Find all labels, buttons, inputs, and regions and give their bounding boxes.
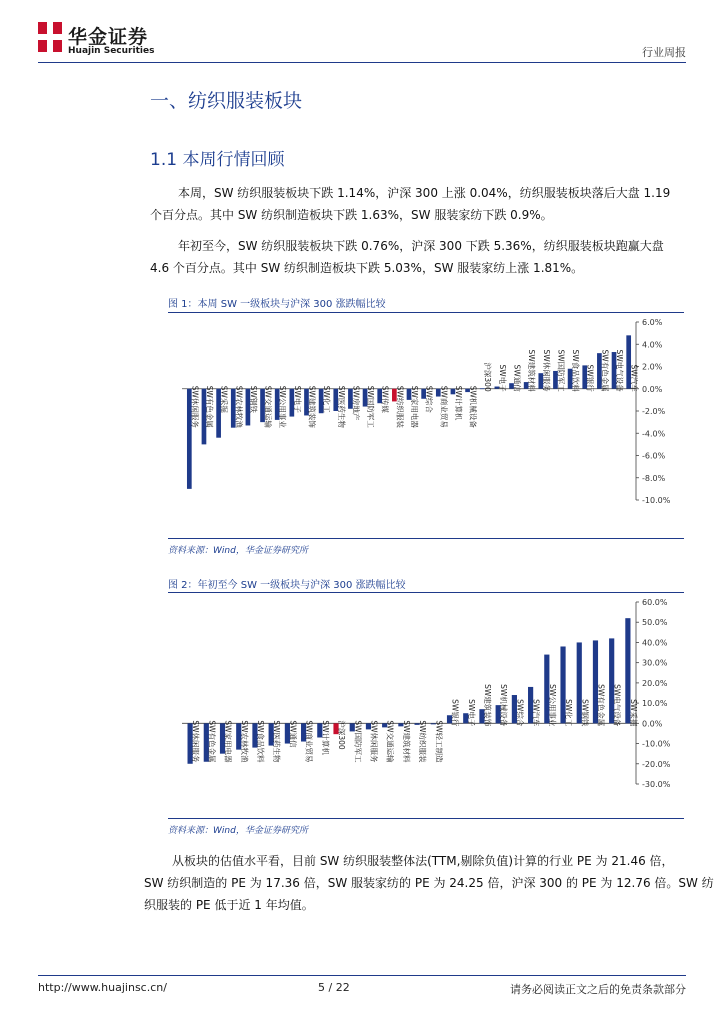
company-logo bbox=[38, 22, 168, 58]
paragraph-3-line-1: 从板块的估值水平看，目前 SW 纺织服装整体法(TTM,剔除负值)计算的行业 PE 为 21.46 倍， bbox=[172, 854, 674, 868]
paragraph-1-line-1: 本周，SW 纺织服装板块下跌 1.14%，沪深 300 上涨 0.04%，纺织服装板块落后大盘 1.19 bbox=[178, 186, 671, 200]
footer-url-link[interactable]: http://www.huajinsc.cn/ bbox=[38, 981, 167, 994]
category-label: SW电气设备 bbox=[615, 349, 625, 392]
huajin-logo-icon bbox=[38, 22, 62, 52]
paragraph-2-line-1: 年初至今，SW 纺织服装板块下跌 0.76%，沪深 300 下跌 5.36%，纺织服装板块跑赢大盘 bbox=[178, 239, 664, 253]
y-tick-label: 50.0% bbox=[642, 618, 668, 628]
category-label: SW公用事业 bbox=[547, 684, 557, 727]
category-label: SW电子 bbox=[497, 364, 507, 392]
y-tick-label: 4.0% bbox=[642, 340, 663, 350]
figure-2-bar-chart bbox=[168, 594, 684, 814]
category-label: SW化工 bbox=[322, 385, 332, 413]
category-label: SW商业贸易 bbox=[304, 720, 314, 763]
figure-1-top-rule bbox=[168, 312, 684, 313]
subsection-heading: 1.1 本周行情回顾 bbox=[150, 150, 285, 170]
category-label: SW电气设备 bbox=[612, 684, 622, 727]
y-tick-label: -8.0% bbox=[642, 473, 666, 483]
y-tick-label: -10.0% bbox=[642, 496, 671, 505]
y-tick-label: 0.0% bbox=[642, 384, 663, 394]
category-label: SW有色金属 bbox=[600, 349, 610, 392]
category-label: SW建筑材料 bbox=[527, 349, 537, 392]
logo-chinese-name: 华金证券 bbox=[68, 26, 149, 48]
category-label: SW汽车 bbox=[629, 364, 639, 392]
y-tick-label: 30.0% bbox=[642, 658, 668, 668]
category-label: SW国防军工 bbox=[556, 349, 566, 392]
category-label: SW钢铁 bbox=[580, 699, 590, 727]
category-label: SW纺织服装 bbox=[395, 385, 405, 428]
category-label: SW轻工制造 bbox=[434, 720, 444, 763]
paragraph-3-line-2: SW 纺织制造的 PE 为 17.36 倍，SW 服装家纺的 PE 为 24.25 倍，沪深 300 的 PE 为 12.76 倍。SW 纺 bbox=[144, 876, 714, 890]
category-label: 沪深300 bbox=[483, 362, 493, 392]
category-label: SW有色金属 bbox=[596, 684, 606, 727]
category-label: SW计算机 bbox=[320, 720, 330, 756]
category-label: SW采掘 bbox=[219, 385, 229, 413]
footer-disclaimer: 请务必阅读正文之后的免责条款部分 bbox=[510, 983, 686, 996]
category-label: 沪深300 bbox=[337, 720, 347, 750]
y-tick-label: -2.0% bbox=[642, 407, 666, 416]
section-heading: 一、纺织服装板块 bbox=[150, 90, 303, 112]
category-label: SW交通运输 bbox=[263, 385, 273, 428]
category-label: SW综合 bbox=[515, 699, 525, 727]
category-label: SW建筑装饰 bbox=[482, 684, 492, 727]
category-label: SW交通运输 bbox=[385, 720, 395, 763]
category-label: SW食品饮料 bbox=[255, 720, 265, 763]
category-label: SW建筑材料 bbox=[401, 720, 411, 763]
footer-divider bbox=[38, 975, 686, 976]
paragraph-1-line-2: 个百分点。其中 SW 纺织制造板块下跌 1.63%，SW 服装家纺下跌 0.9%。 bbox=[150, 208, 553, 222]
category-label: SW医药生物 bbox=[336, 385, 346, 428]
category-label: SW医药生物 bbox=[272, 720, 282, 763]
category-label: SW银行 bbox=[585, 364, 595, 392]
category-label: SW电子 bbox=[292, 385, 302, 413]
figure-2-bottom-rule bbox=[168, 818, 684, 819]
category-label: SW有色金属 bbox=[204, 385, 214, 428]
figure-2-top-rule bbox=[168, 592, 684, 593]
category-label: SW纺织服装 bbox=[418, 720, 428, 763]
category-label: SW家用电器 bbox=[410, 385, 419, 428]
category-label: SW国防军工 bbox=[353, 720, 363, 763]
y-tick-label: 0.0% bbox=[642, 719, 663, 729]
category-label: SW休闲服务 bbox=[541, 349, 551, 392]
category-label: SW房地产 bbox=[351, 385, 361, 421]
category-label: SW建筑装饰 bbox=[307, 385, 317, 428]
category-label: SW采掘 bbox=[628, 699, 638, 727]
paragraph-3-line-3: 织服装的 PE 低于近 1 年均值。 bbox=[144, 898, 314, 912]
category-label: SW银行 bbox=[450, 699, 460, 727]
category-label: SW综合 bbox=[424, 385, 434, 413]
category-label: SW休闲服务 bbox=[191, 720, 201, 763]
category-label: SW汽车 bbox=[531, 699, 541, 727]
logo-english-name: Huajin Securities bbox=[68, 46, 155, 56]
category-label: SW食品饮料 bbox=[571, 349, 581, 392]
category-label: SW商业贸易 bbox=[439, 385, 449, 428]
paragraph-2-line-2: 4.6 个百分点。其中 SW 纺织制造板块下跌 5.03%，SW 服装家纺上涨 1.81%。 bbox=[150, 261, 584, 275]
y-tick-label: -30.0% bbox=[642, 780, 671, 789]
category-label: SW休闲服务 bbox=[190, 385, 200, 428]
document-type: 行业周报 bbox=[642, 46, 686, 59]
figure-1-bar-chart bbox=[168, 314, 684, 534]
category-label: SW传媒 bbox=[380, 385, 390, 413]
category-label: SW机械设备 bbox=[499, 684, 509, 727]
y-tick-label: -4.0% bbox=[642, 429, 666, 439]
y-tick-label: -20.0% bbox=[642, 759, 671, 769]
category-label: SW休闲服务 bbox=[369, 720, 379, 763]
category-label: SW农林牧渔 bbox=[234, 385, 244, 428]
y-tick-label: 10.0% bbox=[642, 699, 668, 709]
category-label: SW电子 bbox=[466, 699, 476, 727]
page-number: 5 / 22 bbox=[318, 981, 350, 994]
category-label: SW通信 bbox=[288, 720, 298, 748]
figure-2-title: 图 2：年初至今 SW 一级板块与沪深 300 涨跌幅比较 bbox=[168, 580, 406, 591]
category-label: SW机械设备 bbox=[468, 385, 478, 428]
category-label: SW农林牧渔 bbox=[239, 720, 249, 763]
header-divider bbox=[38, 62, 686, 63]
figure-1-source: 资料来源：Wind，华金证券研究所 bbox=[168, 546, 308, 556]
category-label: SW家用电器 bbox=[223, 720, 233, 763]
figure-2-source: 资料来源：Wind，华金证券研究所 bbox=[168, 826, 308, 836]
y-tick-label: 20.0% bbox=[642, 678, 668, 688]
y-tick-label: -6.0% bbox=[642, 451, 666, 461]
y-tick-label: -10.0% bbox=[642, 739, 671, 749]
category-label: SW钢铁 bbox=[248, 385, 258, 413]
y-tick-label: 60.0% bbox=[642, 598, 668, 607]
category-label: SW有色金属 bbox=[207, 720, 217, 763]
figure-1-title: 图 1：本周 SW 一级板块与沪深 300 涨跌幅比较 bbox=[168, 299, 386, 310]
figure-1-bottom-rule bbox=[168, 538, 684, 539]
category-label: SW化工 bbox=[564, 699, 574, 727]
y-tick-label: 2.0% bbox=[642, 362, 663, 372]
category-label: SW国防军工 bbox=[366, 385, 376, 428]
category-label: SW通信 bbox=[512, 364, 522, 392]
category-label: SW公用事业 bbox=[278, 385, 288, 428]
y-tick-label: 40.0% bbox=[642, 638, 668, 648]
y-tick-label: 6.0% bbox=[642, 318, 663, 327]
category-label: SW计算机 bbox=[453, 385, 463, 421]
